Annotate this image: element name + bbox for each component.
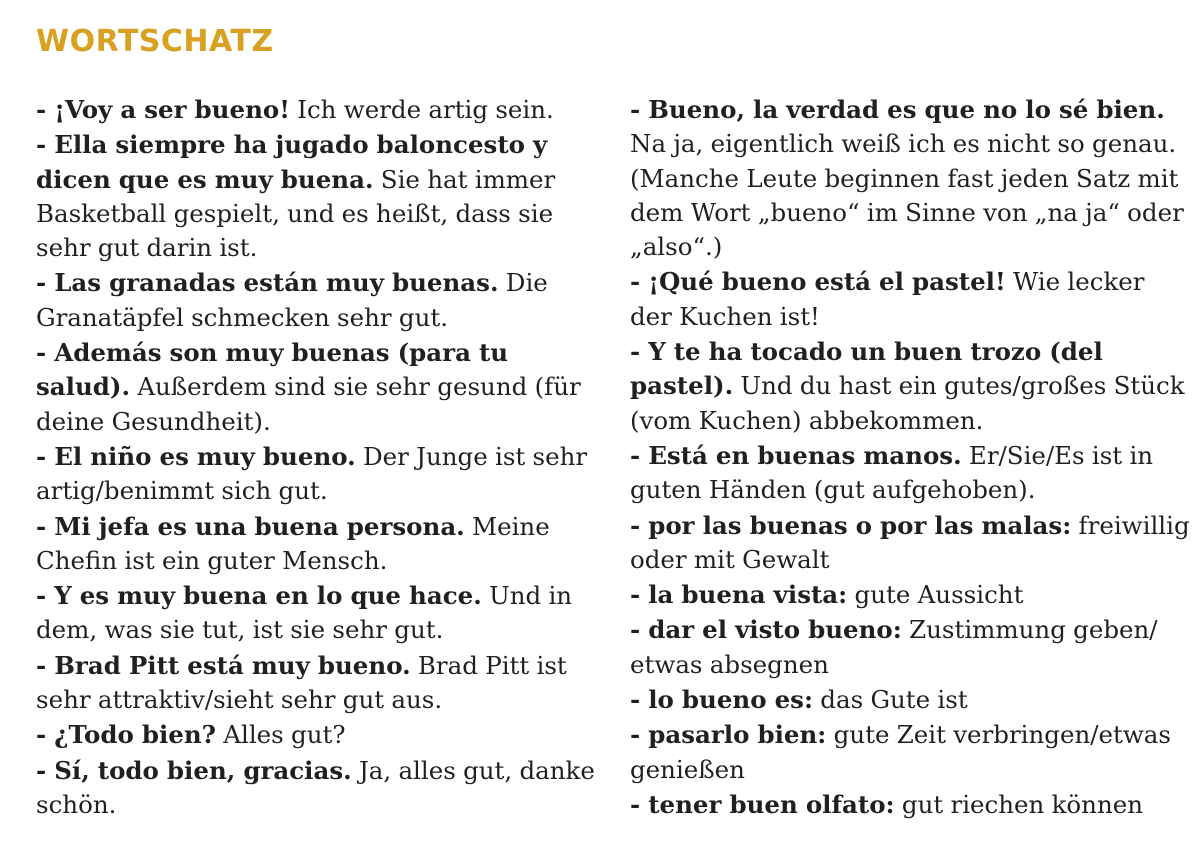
- vocab-term: - ¡Qué bueno está el pastel!: [630, 267, 1006, 297]
- vocab-entry: [630, 718, 1190, 787]
- vocab-term: - tener buen olfato:: [630, 789, 895, 819]
- vocab-term: - por las buenas o por las malas:: [630, 510, 1072, 540]
- vocab-gloss: Er/Sie/Es ist in guten Händen (gut aufgehoben).: [630, 440, 1154, 505]
- vocab-entry: [36, 336, 596, 439]
- vocab-entry: [36, 128, 596, 265]
- vocab-term: - Sí, todo bien, gracias.: [36, 755, 352, 785]
- vocab-gloss: Ja, alles gut, danke schön.: [36, 755, 595, 819]
- page-title: WORTSCHATZ: [36, 24, 274, 59]
- vocab-term: - Y te ha tocado un buen trozo (del pastel).: [630, 337, 1103, 401]
- vocab-entry: [630, 788, 1190, 822]
- vocab-entry: [36, 93, 596, 127]
- vocab-gloss: Der Junge ist sehr artig/benimmt sich gut.: [36, 441, 588, 506]
- vocab-entry: [630, 613, 1190, 682]
- vocab-gloss: Zustimmung geben/ etwas absegnen: [630, 615, 1158, 679]
- vocab-term: - Mi jefa es una buena persona.: [36, 511, 465, 541]
- vocab-entry: [630, 578, 1190, 612]
- vocab-entry: [36, 440, 596, 509]
- vocab-term: - Las granadas están muy buenas.: [36, 268, 499, 298]
- vocab-entry: [36, 579, 596, 648]
- vocab-term: - Está en buenas manos.: [630, 440, 962, 470]
- vocab-gloss: Und du hast ein gutes/großes Stück (vom Kuchen) abbekommen.: [630, 371, 1185, 435]
- vocab-entry: [630, 93, 1190, 264]
- left-column: [36, 93, 596, 823]
- two-column-body: [36, 93, 1190, 823]
- vocab-gloss: Sie hat immer Basketball gespielt, und es heißt, dass sie sehr gut darin ist.: [36, 164, 556, 263]
- vocab-term: - Bueno, la verdad es que no lo sé bien.: [630, 95, 1165, 124]
- vocab-entry: [36, 510, 596, 579]
- vocab-gloss: Na ja, eigentlich weiß ich es nicht so genau. (Manche Leute beginnen fast jeden Satz mit dem Wort „bueno“ im Sinne von „na ja“ oder „also“.): [630, 129, 1184, 262]
- vocab-gloss: Meine Chefin ist ein guter Mensch.: [36, 511, 550, 575]
- vocab-gloss: das Gute ist: [813, 685, 968, 715]
- vocab-term: - Y es muy buena en lo que hace.: [36, 581, 482, 611]
- vocab-gloss: Alles gut?: [216, 720, 346, 750]
- vocab-gloss: Außerdem sind sie sehr gesund (für deine Gesundheit).: [36, 372, 581, 436]
- vocab-entry: [36, 649, 596, 718]
- vocab-term: - pasarlo bien:: [630, 720, 827, 750]
- vocab-term: - la buena vista:: [630, 580, 848, 610]
- vocab-term: - dar el visto bueno:: [630, 615, 902, 645]
- vocab-entry: [630, 335, 1190, 438]
- vocab-term: - Brad Pitt está muy bueno.: [36, 650, 411, 680]
- vocab-gloss: gut riechen können: [894, 789, 1144, 819]
- vocab-entry: [630, 439, 1190, 508]
- vocab-entry: [630, 265, 1190, 334]
- vocab-entry: [630, 509, 1190, 578]
- vocab-gloss: Und in dem, was sie tut, ist sie sehr gut.: [36, 581, 573, 645]
- vocab-term: - lo bueno es:: [630, 685, 814, 715]
- vocab-gloss: gute Aussicht: [847, 580, 1024, 610]
- vocab-gloss: Brad Pitt ist sehr attraktiv/sieht sehr gut aus.: [36, 650, 567, 715]
- right-column: [630, 93, 1190, 823]
- vocab-term: - El niño es muy bueno.: [36, 441, 356, 471]
- vocab-gloss: Wie lecker der Kuchen ist!: [630, 267, 1145, 331]
- vocab-term: - Además son muy buenas (para tu salud).: [36, 338, 509, 402]
- vocab-term: - Ella siempre ha jugado baloncesto y dicen que es muy buena.: [36, 130, 548, 194]
- vocab-term: - ¡Voy a ser bueno!: [36, 95, 290, 124]
- vocab-entry: [36, 754, 596, 823]
- vocab-gloss: freiwillig oder mit Gewalt: [630, 510, 1190, 574]
- vocab-term: - ¿Todo bien?: [36, 720, 217, 750]
- vocab-gloss: Ich werde artig sein.: [289, 95, 554, 124]
- vocab-entry: [36, 266, 596, 335]
- vocab-gloss: Die Granatäpfel schmecken sehr gut.: [36, 268, 548, 332]
- vocab-entry: [630, 683, 1190, 717]
- vocab-gloss: gute Zeit verbringen/etwas genießen: [630, 720, 1171, 784]
- vocab-entry: [36, 718, 596, 752]
